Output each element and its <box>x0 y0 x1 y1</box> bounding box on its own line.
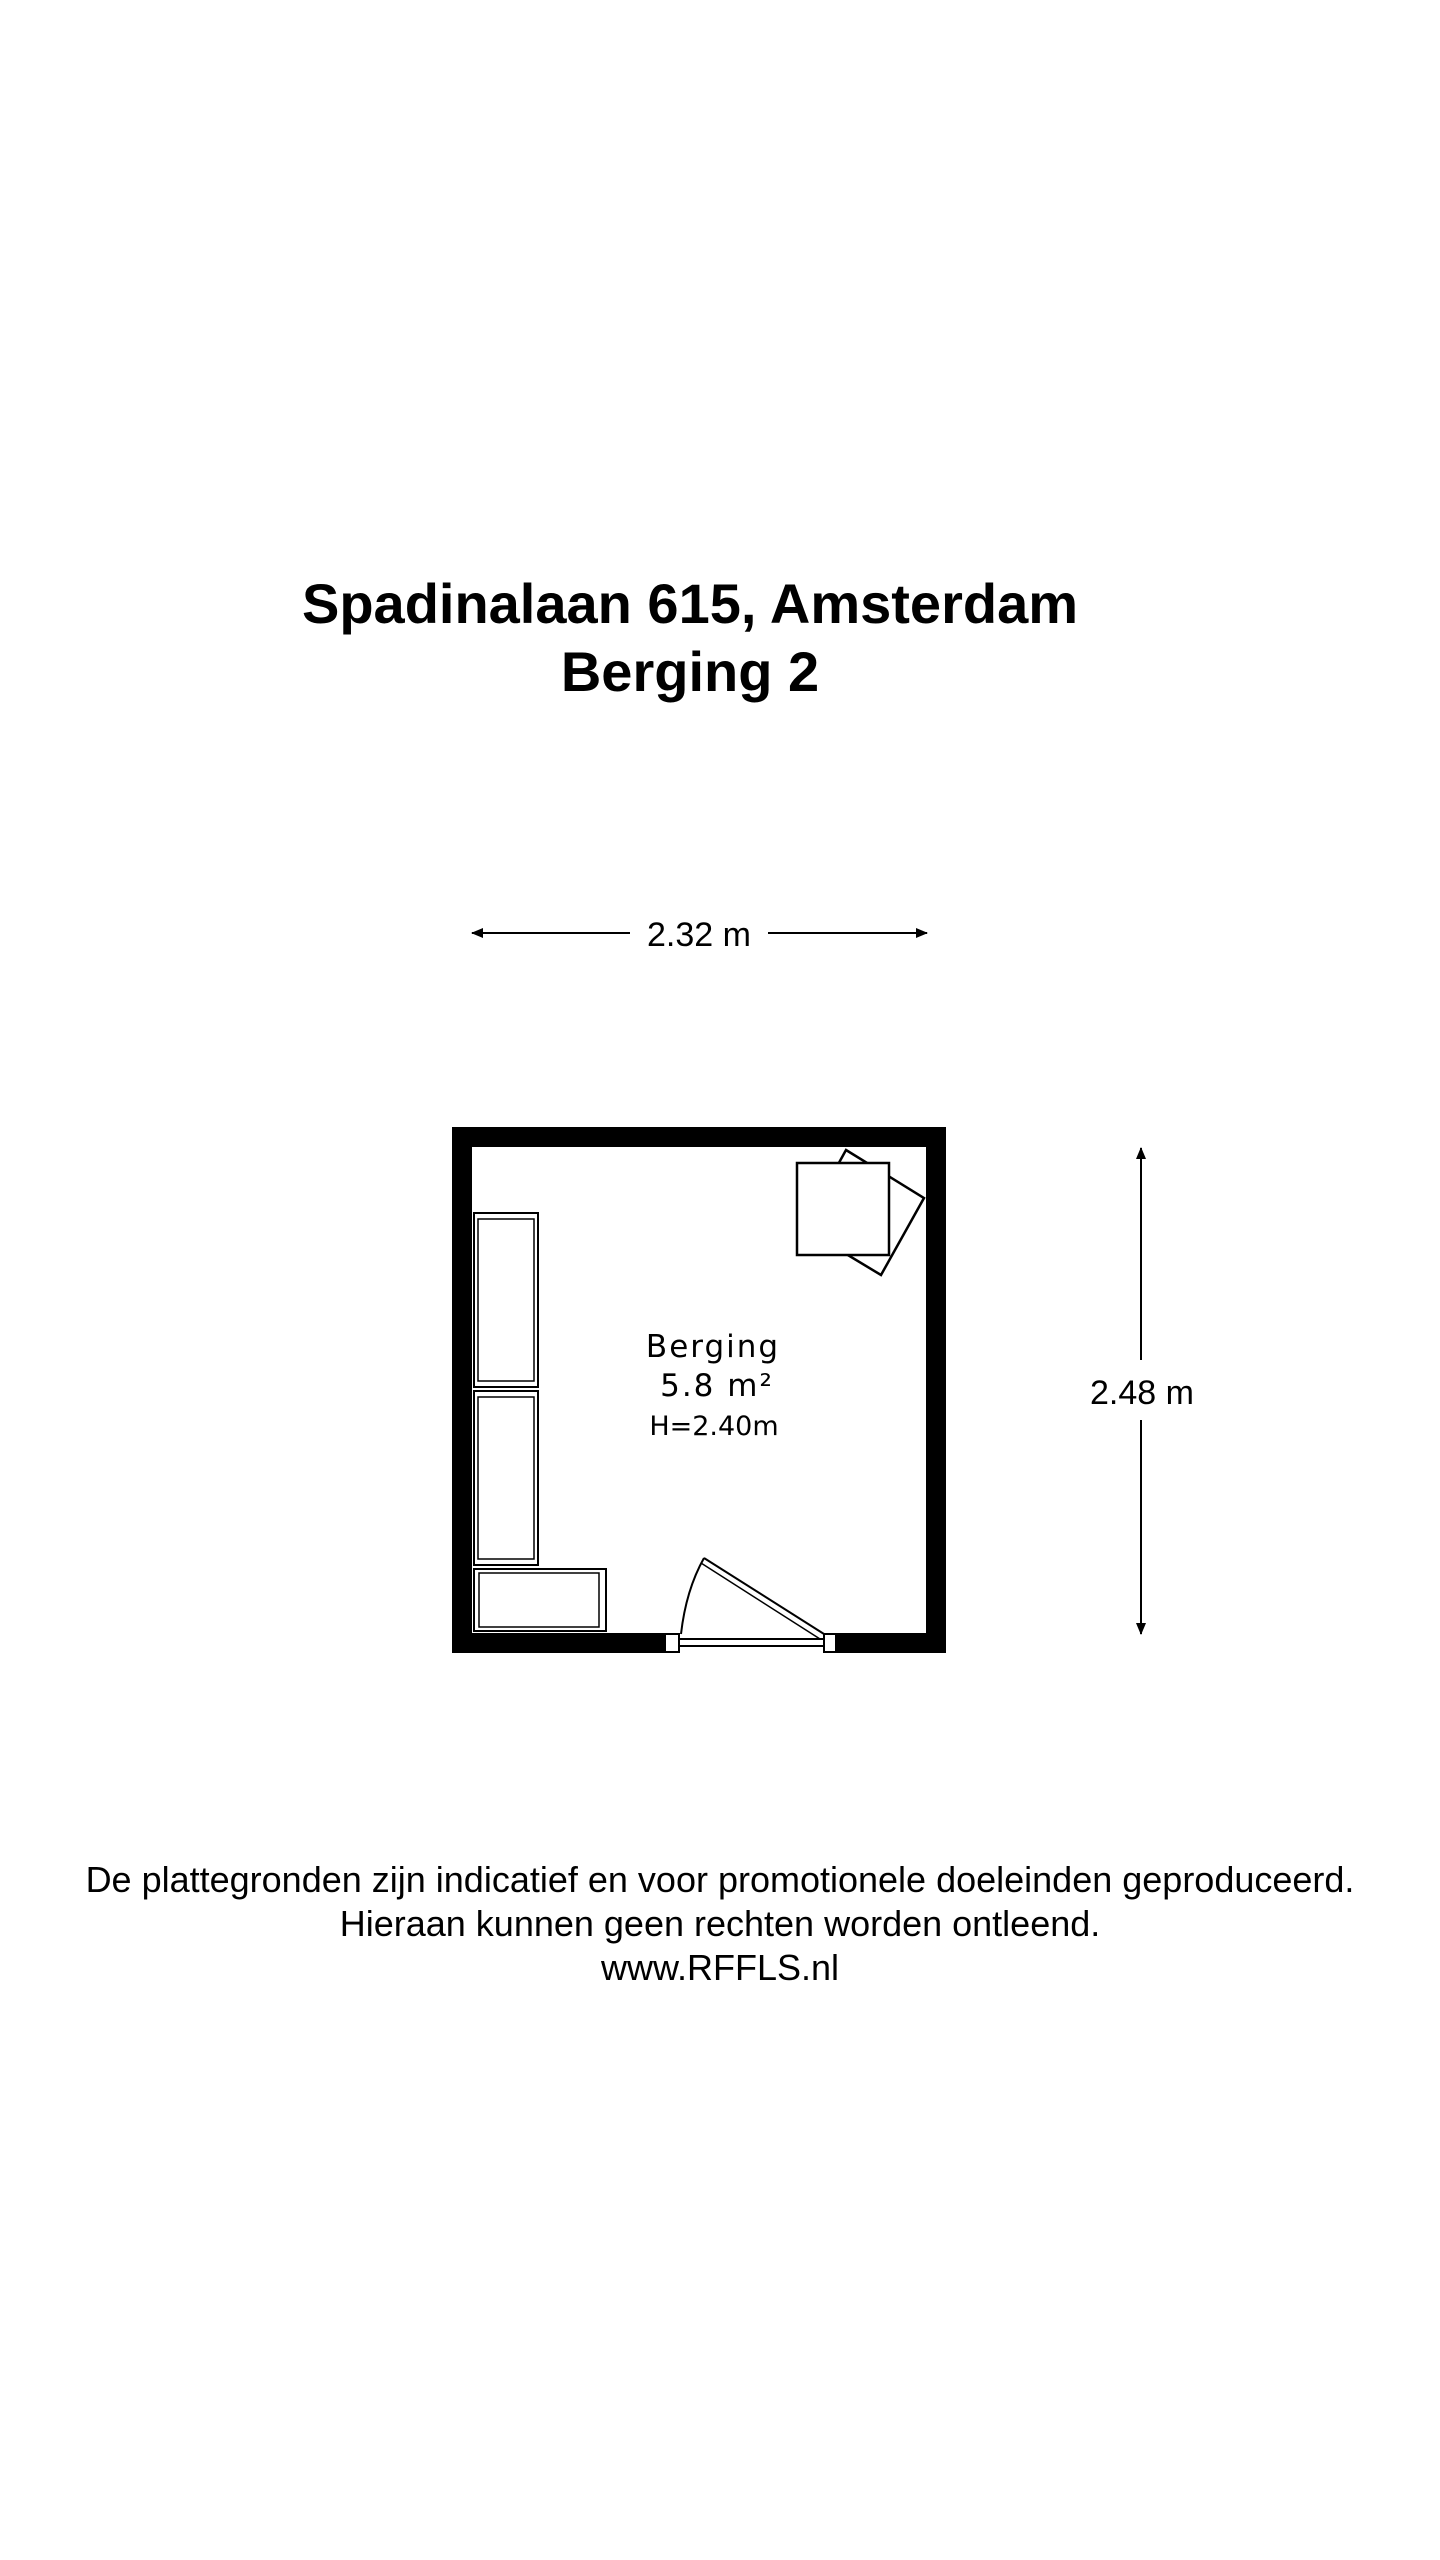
plan-subtitle: Berging 2 <box>560 640 820 703</box>
wall-bottom-right <box>836 1633 946 1653</box>
width-dimension <box>472 916 927 954</box>
plan-title: Spadinalaan 615, Amsterdam <box>301 572 1078 635</box>
disclaimer-line-1: De plattegronden zijn indicatief en voor promotionele doeleinden geproduceerd. <box>85 1859 1355 1900</box>
door-leaf <box>704 1558 824 1634</box>
room-area: 5.8 m² <box>660 1368 774 1404</box>
disclaimer-line-2: Hieraan kunnen geen rechten worden ontleend. <box>339 1903 1101 1944</box>
door-swing-arc <box>681 1558 704 1634</box>
width-label: 2.32 m <box>647 916 751 954</box>
wall-bottom-left <box>452 1633 665 1653</box>
box-square <box>797 1163 889 1255</box>
website-link[interactable]: www.RFFLS.nl <box>600 1947 840 1988</box>
room-height: H=2.40m <box>649 1411 779 1442</box>
door-leaf-edge <box>701 1563 820 1639</box>
depth-label: 2.48 m <box>1090 1374 1194 1412</box>
door-jamb-right <box>824 1634 836 1652</box>
wall-right <box>926 1127 946 1653</box>
storage-boxes <box>797 1150 924 1275</box>
door-jamb-left <box>665 1634 679 1652</box>
shelving-unit <box>474 1213 606 1631</box>
room-name: Berging <box>645 1329 781 1365</box>
shelf-bottom <box>474 1569 606 1631</box>
shelf-top <box>474 1213 538 1387</box>
wall-left <box>452 1127 472 1653</box>
wall-top <box>452 1127 946 1147</box>
shelf-middle <box>474 1391 538 1565</box>
depth-dimension <box>1090 1148 1194 1634</box>
door <box>665 1558 836 1652</box>
